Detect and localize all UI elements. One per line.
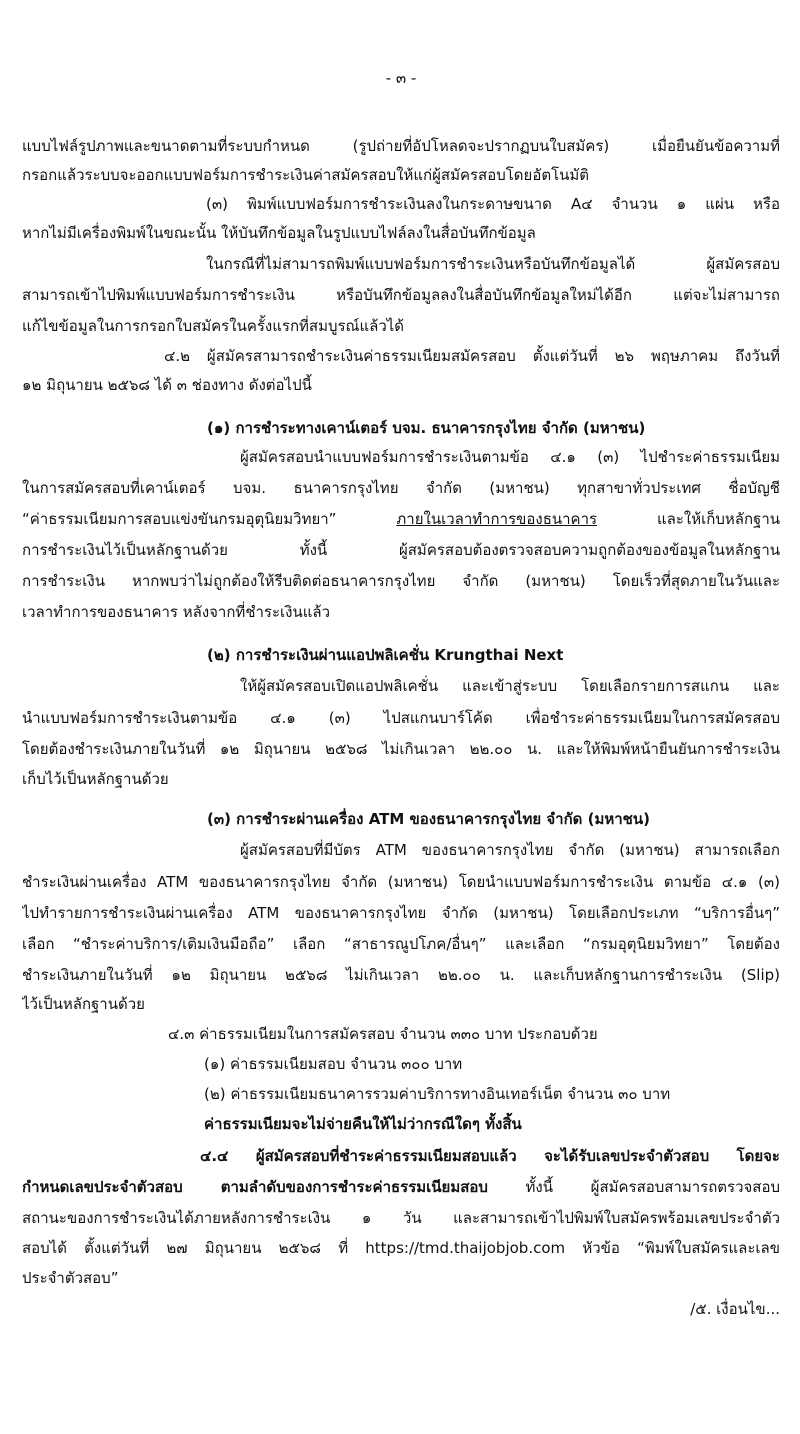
text-line (22, 503, 780, 535)
text-line: ชำระเงินภายในวันที่ ๑๒ มิถุนายน ๒๕๖๘ ไม่เกินเวลา ๒๒.๐๐ น. และเก็บหลักฐานการชำระเงิน (Slip) (22, 966, 780, 984)
bold-text: กำหนดเลขประจำตัวสอบ ตามลำดับของการชำระค่าธรรมเนียมสอบ (22, 1178, 488, 1196)
text-line: สถานะของการชำระเงินได้ภายหลังการชำระเงิน ๑ วัน และสามารถเข้าไปพิมพ์ใบสมัครพร้อมเลขประจำตัว (22, 1209, 780, 1227)
channel-heading: (๑) การชำระทางเคาน์เตอร์ บจม. ธนาคารกรุงไทย จำกัด (มหาชน) (207, 419, 646, 437)
text-line: ๑๒ มิถุนายน ๒๕๖๘ ได้ ๓ ช่องทาง ดังต่อไปนี้ (22, 376, 312, 394)
text-line: ชำระเงินผ่านเครื่อง ATM ของธนาคารกรุงไทย จำกัด (มหาชน) โดยนำแบบฟอร์มการชำระเงิน ตามข้อ ๔.๑ (๓) (22, 873, 780, 891)
text-line: เวลาทำการของธนาคาร หลังจากที่ชำระเงินแล้ว (22, 603, 331, 621)
text-line: (๓) พิมพ์แบบฟอร์มการชำระเงินลงในกระดาษขนาด A๔ จำนวน ๑ แผ่น หรือ (206, 195, 780, 213)
text-line: การชำระเงิน หากพบว่าไม่ถูกต้องให้รีบติดต่อธนาคารกรุงไทย จำกัด (มหาชน) โดยเร็วที่สุดภายในวันและ (22, 572, 780, 590)
text-line: แก้ไขข้อมูลในการกรอกใบสมัครในครั้งแรกที่สมบูรณ์แล้วได้ (22, 317, 405, 335)
text-line: ๔.๒ ผู้สมัครสามารถชำระเงินค่าธรรมเนียมสมัครสอบ ตั้งแต่วันที่ ๒๖ พฤษภาคม ถึงวันที่ (164, 347, 780, 365)
text-line: สอบได้ ตั้งแต่วันที่ ๒๗ มิถุนายน ๒๕๖๘ ที่ https://tmd.thaijobjob.com หัวข้อ “พิมพ์ใบสมัครและเลข (22, 1239, 780, 1257)
channel-heading: (๒) การชำระเงินผ่านแอปพลิเคชั่น Krungthai Next (207, 646, 564, 664)
channel-heading: (๓) การชำระผ่านเครื่อง ATM ของธนาคารกรุงไทย จำกัด (มหาชน) (207, 810, 650, 828)
no-refund-notice: ค่าธรรมเนียมจะไม่จ่ายคืนให้ไม่ว่ากรณีใดๆ ทั้งสิ้น (204, 1115, 522, 1133)
text-line: ประจำตัวสอบ” (22, 1269, 119, 1287)
page-number: - ๓ - (385, 69, 417, 87)
text-line: ไปทำรายการชำระเงินผ่านเครื่อง ATM ของธนาคารกรุงไทย จำกัด (มหาชน) โดยเลือกประเภท “บริการอื่นๆ” (22, 904, 780, 922)
text-line: กรอกแล้วระบบจะออกแบบฟอร์มการชำระเงินค่าสมัครสอบให้แก่ผู้สมัครสอบโดยอัตโนมัติ (22, 166, 590, 184)
fees-heading: ๔.๓ ค่าธรรมเนียมในการสมัครสอบ จำนวน ๓๓๐ บาท ประกอบด้วย (168, 1025, 598, 1043)
text-line: เก็บไว้เป็นหลักฐานด้วย (22, 770, 169, 788)
text-line: สามารถเข้าไปพิมพ์แบบฟอร์มการชำระเงิน หรือบันทึกข้อมูลลงในสื่อบันทึกข้อมูลใหม่ได้อีก แต่จะไม่สามารถ (22, 286, 780, 304)
underlined-text: ภายในเวลาทำการของธนาคาร (396, 510, 598, 528)
section-heading: ๔.๔ ผู้สมัครสอบที่ชำระค่าธรรมเนียมสอบแล้ว จะได้รับเลขประจำตัวสอบ โดยจะ (200, 1147, 780, 1165)
text-line: แบบไฟล์รูปภาพและขนาดตามที่ระบบกำหนด (รูปถ่ายที่อัปโหลดจะปรากฏบนใบสมัคร) เมื่อยืนยันข้อความที่ (22, 137, 780, 155)
text-line: ให้ผู้สมัครสอบเปิดแอปพลิเคชั่น และเข้าสู่ระบบ โดยเลือกรายการสแกน และ (240, 677, 780, 695)
text-line: การชำระเงินไว้เป็นหลักฐานด้วย ทั้งนี้ ผู้สมัครสอบต้องตรวจสอบความถูกต้องของข้อมูลในหลักฐาน (22, 541, 780, 559)
text-line: หากไม่มีเครื่องพิมพ์ในขณะนั้น ให้บันทึกข้อมูลในรูปแบบไฟล์ลงในสื่อบันทึกข้อมูล (22, 224, 536, 242)
text-run: และให้เก็บหลักฐาน (597, 510, 780, 528)
text-line: ในกรณีที่ไม่สามารถพิมพ์แบบฟอร์มการชำระเงินหรือบันทึกข้อมูลได้ ผู้สมัครสอบ (206, 255, 780, 273)
text-line: ผู้สมัครสอบที่มีบัตร ATM ของธนาคารกรุงไทย จำกัด (มหาชน) สามารถเลือก (240, 841, 780, 859)
text-run: ทั้งนี้ ผู้สมัครสอบสามารถตรวจสอบ (487, 1178, 780, 1196)
text-line (22, 1171, 780, 1203)
text-line: ในการสมัครสอบที่เคาน์เตอร์ บจม. ธนาคารกรุงไทย จำกัด (มหาชน) ทุกสาขาทั่วประเทศ ชื่อบัญชี (22, 479, 780, 497)
fee-item: (๑) ค่าธรรมเนียมสอบ จำนวน ๓๐๐ บาท (204, 1055, 463, 1073)
fee-item: (๒) ค่าธรรมเนียมธนาคารรวมค่าบริการทางอินเทอร์เน็ต จำนวน ๓๐ บาท (204, 1085, 671, 1103)
text-line: เลือก “ชำระค่าบริการ/เติมเงินมือถือ” เลือก “สาธารณูปโภค/อื่นๆ” และเลือก “กรมอุตุนิยมวิทยา” โดยต้อง (22, 935, 780, 953)
text-line: โดยต้องชำระเงินภายในวันที่ ๑๒ มิถุนายน ๒๕๖๘ ไม่เกินเวลา ๒๒.๐๐ น. และให้พิมพ์หน้ายืนยันการชำระเงิน (22, 740, 780, 758)
text-line: นำแบบฟอร์มการชำระเงินตามข้อ ๔.๑ (๓) ไปสแกนบาร์โค้ด เพื่อชำระค่าธรรมเนียมในการสมัครสอบ (22, 709, 780, 727)
continuation-note: /๕. เงื่อนไข... (690, 1300, 780, 1318)
text-line: ไว้เป็นหลักฐานด้วย (22, 995, 145, 1013)
text-run: “ค่าธรรมเนียมการสอบแข่งขันกรมอุตุนิยมวิทยา” (22, 510, 397, 528)
text-line: ผู้สมัครสอบนำแบบฟอร์มการชำระเงินตามข้อ ๔.๑ (๓) ไปชำระค่าธรรมเนียม (240, 448, 780, 466)
